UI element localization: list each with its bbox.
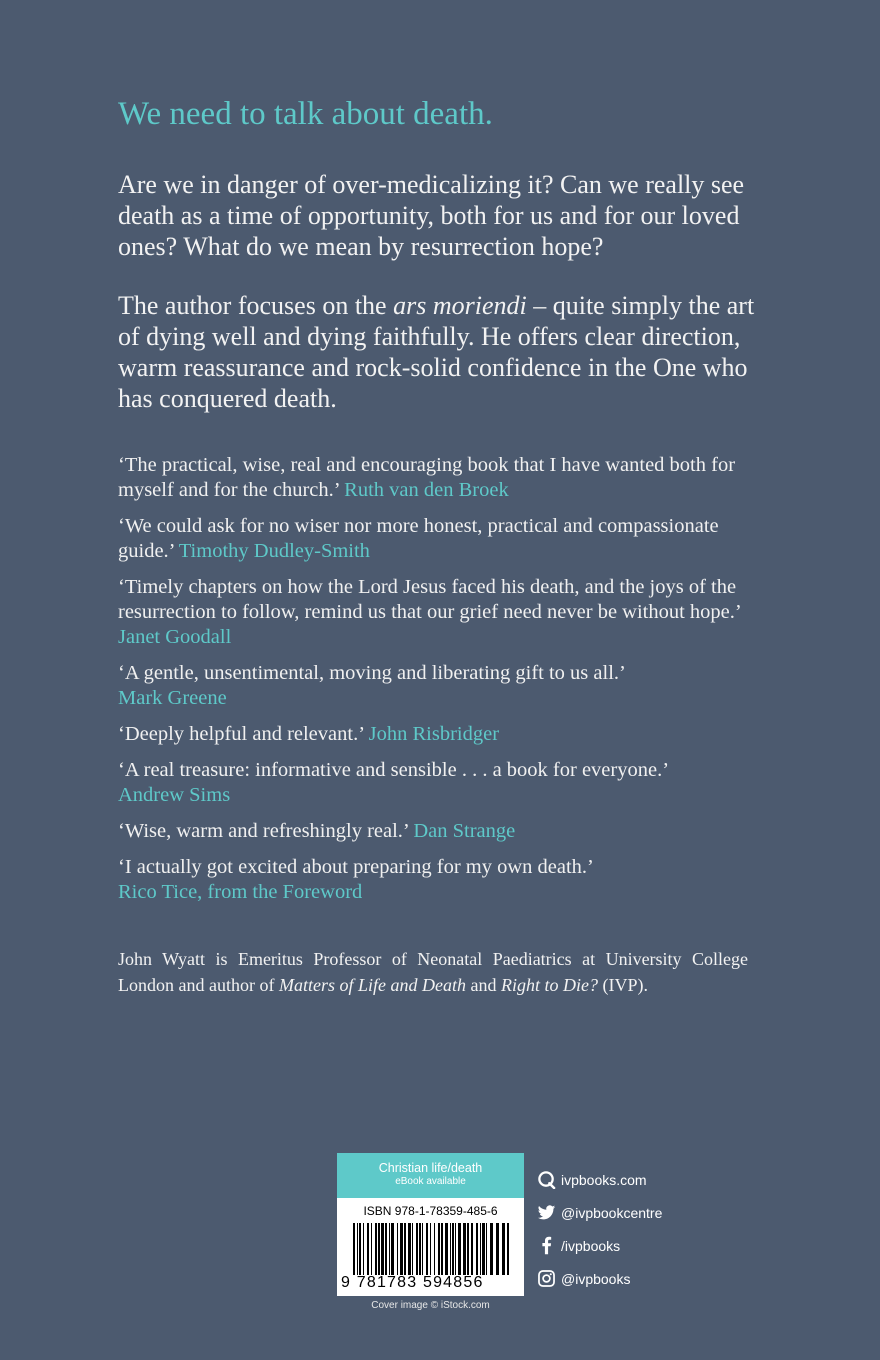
social-link-twitter[interactable] [537, 1196, 662, 1229]
bio-book-title: Right to Die? [500, 975, 598, 995]
social-link-instagram[interactable] [537, 1262, 662, 1295]
endorsement-1 [118, 453, 758, 503]
endorsement-author: Rico Tice, from the Foreword [118, 881, 363, 903]
cover-credit: Cover image © iStock.com [371, 1300, 490, 1311]
twitter-icon [537, 1203, 556, 1222]
social-label: /ivpbooks [561, 1237, 621, 1254]
ean-digits: 9 781783 594856 [341, 1274, 484, 1291]
endorsement-3 [118, 575, 758, 650]
endorsement-author: Andrew Sims [118, 784, 231, 806]
intro-paragraph: Are we in danger of over-medicalizing it? Can we really see death as a time of opportunity, both for us and for our loved ones? What do we mean by resurrection hope? [118, 170, 745, 261]
endorsement-4 [118, 661, 758, 711]
bio-book-title: Matters of Life and Death [278, 975, 466, 995]
barcode-icon [353, 1223, 511, 1275]
focus-text-after: – quite simply the art of dying well and dying faithfully. He offers clear direction, warm reassurance and rock-solid confidence in the One who has conquered death. [118, 291, 755, 413]
focus-emphasis: ars moriendi [393, 291, 527, 320]
endorsement-6 [118, 758, 758, 808]
endorsement-author: Mark Greene [118, 687, 227, 709]
ebook-label: eBook available [395, 1176, 466, 1187]
bio-text: and [465, 975, 501, 995]
endorsement-quote: ‘I actually got excited about preparing for my own death.’ [118, 856, 594, 878]
ivp-logo-icon [537, 1170, 556, 1189]
bio-text: (IVP). [597, 975, 648, 995]
endorsement-author: Janet Goodall [118, 626, 232, 648]
barcode-panel [337, 1153, 524, 1296]
endorsement-author: Dan Strange [413, 820, 516, 842]
social-link-website[interactable] [537, 1163, 662, 1196]
endorsement-7 [118, 819, 758, 844]
headline: We need to talk about death. [118, 96, 493, 132]
barcode-area [337, 1198, 524, 1296]
endorsement-quote: ‘A gentle, unsentimental, moving and liberating gift to us all.’ [118, 662, 626, 684]
focus-text-before: The author focuses on the [118, 291, 394, 320]
endorsement-author: John Risbridger [368, 723, 500, 745]
endorsement-author: Timothy Dudley-Smith [178, 540, 370, 562]
endorsement-author: Ruth van den Broek [344, 479, 509, 501]
endorsement-quote: ‘Wise, warm and refreshingly real.’ [118, 820, 409, 842]
category-banner [337, 1153, 524, 1198]
endorsement-2 [118, 514, 758, 564]
instagram-icon [537, 1269, 556, 1288]
social-label: ivpbooks.com [561, 1171, 647, 1188]
category-label: Christian life/death [378, 1161, 483, 1175]
social-label: @ivpbooks [561, 1270, 631, 1287]
endorsement-quote: ‘Timely chapters on how the Lord Jesus faced his death, and the joys of the resurrection to follow, remind us that our grief need never be without hope.’ [118, 576, 741, 623]
social-link-facebook[interactable] [537, 1229, 662, 1262]
endorsements [118, 453, 758, 916]
endorsement-8 [118, 855, 758, 905]
isbn-label: ISBN 978-1-78359-485-6 [363, 1204, 498, 1218]
facebook-icon [537, 1236, 556, 1255]
endorsement-quote: ‘Deeply helpful and relevant.’ [118, 723, 364, 745]
focus-paragraph [118, 290, 758, 414]
endorsement-quote: ‘A real treasure: informative and sensible . . . a book for everyone.’ [118, 759, 670, 781]
endorsement-quote: ‘The practical, wise, real and encouraging book that I have wanted both for myself and for the church.’ [118, 454, 736, 501]
author-bio [118, 946, 748, 998]
endorsement-quote: ‘We could ask for no wiser nor more honest, practical and compassionate guide.’ [118, 515, 719, 562]
social-links [537, 1163, 662, 1295]
bio-text: John Wyatt is Emeritus Professor of Neonatal Paediatrics at University College London and author of [118, 949, 748, 995]
endorsement-5 [118, 722, 758, 747]
social-label: @ivpbookcentre [561, 1204, 663, 1221]
